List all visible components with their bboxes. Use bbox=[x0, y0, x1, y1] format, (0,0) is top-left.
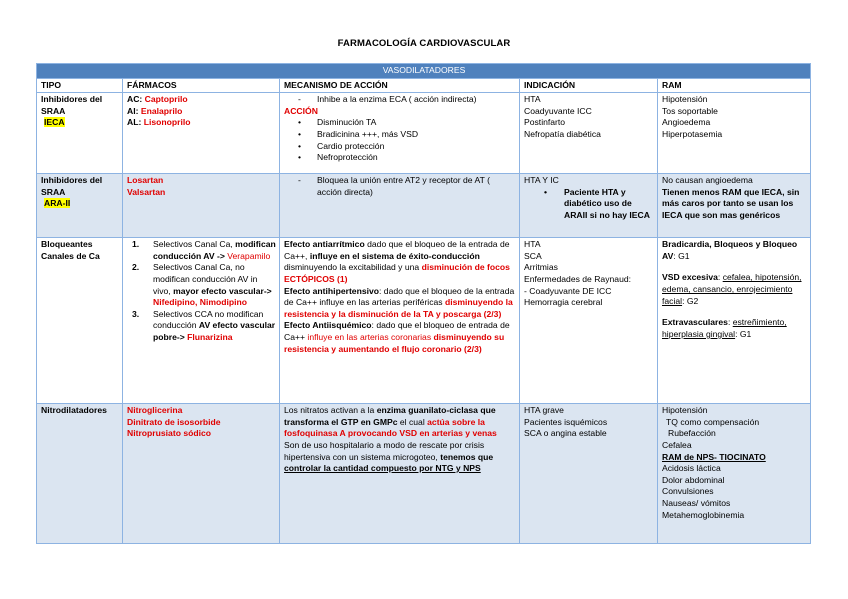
indication-item: Nefropatía diabética bbox=[524, 128, 601, 139]
indication-item: - Coadyuvante DE ICC bbox=[524, 285, 612, 296]
ram-item: Acidosis láctica bbox=[662, 463, 721, 474]
indicacion-cell bbox=[520, 93, 658, 174]
ram-paragraph bbox=[662, 239, 807, 262]
drug-item bbox=[127, 106, 276, 118]
mechanism-red: actúa sobre la fosfoquinasa A provocando VSD en arterias y venas bbox=[284, 416, 497, 439]
mechanism-underlined: controlar la cantidad compuesto por NTG y NPS bbox=[284, 463, 481, 474]
mecanismo-cell bbox=[280, 93, 520, 174]
vasodilatadores-table bbox=[36, 63, 811, 544]
ram-item: Convulsiones bbox=[662, 486, 714, 497]
drug-group-text: Selectivos CCA no modifican conducción bbox=[153, 308, 264, 331]
farmacos-cell bbox=[123, 174, 280, 238]
ram-underlined: cefalea, hipotensión, edema, cansancio, enrojecimiento facial bbox=[662, 272, 802, 306]
mechanism-bold: tenemos que bbox=[440, 451, 494, 462]
drug-name: Valsartan bbox=[127, 186, 166, 197]
indication-item: Enfermedades de Raynaud: bbox=[524, 273, 632, 284]
ram-item: TQ como compensación bbox=[666, 416, 760, 427]
indication-item: HTA bbox=[524, 94, 541, 105]
drug-group-number: 1. bbox=[132, 239, 140, 250]
ram-paragraph: Extravasculares: estreñimiento, hiperplasia gingival: G1 bbox=[662, 317, 787, 339]
tipo-tag-ara: ARA-II bbox=[44, 198, 71, 209]
drug-group-bold: modifican conducción AV -> bbox=[153, 239, 276, 261]
drug-name: Nitroglicerina bbox=[127, 405, 183, 416]
row-nitrodilatadores bbox=[37, 404, 811, 544]
ram-item: No causan angioedema bbox=[662, 175, 753, 186]
ram-item: Cefalea bbox=[662, 439, 692, 450]
ram-item: Hipotensión bbox=[662, 405, 708, 416]
ram-item: Dolor abdominal bbox=[662, 474, 725, 485]
ram-grade: : G1 bbox=[673, 250, 690, 261]
drug-group-item bbox=[127, 239, 276, 262]
ram-item: Nauseas/ vómitos bbox=[662, 497, 731, 508]
header-indicacion: INDICACIÓN bbox=[520, 78, 658, 93]
row-ara-ii bbox=[37, 174, 811, 238]
ram-item: Rubefacción bbox=[668, 428, 716, 439]
effect-text: dado que el bloqueo de la entrada de Ca++, bbox=[284, 239, 510, 261]
mechanism-item: - Inhibe a la enzima ECA ( acción indirecta) bbox=[284, 94, 516, 106]
mechanism-bold: enzima guanilato-ciclasa que transforma el GTP en GMPc bbox=[284, 405, 496, 427]
tipo-line: Inhibidores del bbox=[41, 94, 103, 105]
drug-item bbox=[127, 94, 276, 106]
ram-item: Hiperpotasemia bbox=[662, 128, 723, 139]
tipo-line: Inhibidores del bbox=[41, 175, 103, 186]
mecanismo-cell bbox=[280, 404, 520, 544]
drug-group-item bbox=[127, 262, 276, 308]
drug-group-item bbox=[127, 309, 276, 344]
mechanism-paragraph bbox=[284, 286, 516, 321]
ram-cell bbox=[658, 174, 811, 238]
indication-item: Arritmias bbox=[524, 262, 558, 273]
indication-item: Hemorragia cerebral bbox=[524, 297, 603, 308]
row-bloqueantes-ca bbox=[37, 238, 811, 404]
effect-red: disminución de focos ECTÓPICOS (1) bbox=[284, 262, 510, 284]
effect-text: disminuyendo la excitabilidad y una bbox=[284, 262, 422, 273]
farmacos-cell bbox=[123, 93, 280, 174]
ram-grade: : G2 bbox=[682, 295, 699, 306]
ram-item: Hipotensión bbox=[662, 94, 708, 105]
ram-label: Extravasculares bbox=[662, 317, 728, 328]
indication-item: HTA grave bbox=[524, 405, 564, 416]
drug-group-number: 2. bbox=[132, 262, 140, 273]
tipo-cell: Nitrodilatadores bbox=[37, 404, 123, 544]
effect-label: Efecto Antiisquémico bbox=[284, 320, 372, 331]
header-farmacos: FÁRMACOS bbox=[123, 78, 280, 93]
drug-group-bold: AV efecto vascular pobre-> bbox=[153, 320, 276, 342]
mecanismo-cell bbox=[280, 238, 520, 404]
drug-group-text: Selectivos Canal Ca, no modifican conducción AV in vivo, bbox=[153, 262, 258, 296]
indicacion-cell bbox=[520, 404, 658, 544]
drug-name: Flunarizina bbox=[187, 331, 233, 342]
effect-bold: influye en el sistema de éxito-conducción bbox=[309, 250, 480, 261]
effect-red: disminuyendo su resistencia y aumentando el flujo coronario (2/3) bbox=[284, 331, 505, 354]
ram-item: Angioedema bbox=[662, 117, 711, 128]
banner-row bbox=[37, 64, 811, 79]
ram-cell bbox=[658, 404, 811, 544]
indication-item: HTA Y IC bbox=[524, 175, 559, 186]
effect-red: disminuyendo la resistencia y la disminución de la TA y poscarga (2/3) bbox=[284, 297, 513, 319]
indication-item: Coadyuvante ICC bbox=[524, 105, 592, 116]
mechanism-subhead: ACCIÓN bbox=[284, 105, 318, 116]
mecanismo-cell bbox=[280, 174, 520, 238]
drug-group-text: Selectivos Canal Ca, bbox=[153, 239, 236, 250]
indicacion-cell bbox=[520, 174, 658, 238]
indication-item: HTA bbox=[524, 239, 541, 250]
drug-name: Captoprilo bbox=[144, 94, 188, 105]
indication-item: SCA o angina estable bbox=[524, 428, 607, 439]
drug-name: Losartan bbox=[127, 175, 164, 186]
mechanism-bullet: • Disminución TA bbox=[284, 117, 516, 129]
ram-subhead: RAM de NPS- TIOCINATO bbox=[662, 451, 766, 462]
indicacion-cell bbox=[520, 238, 658, 404]
tipo-line: SRAA bbox=[41, 186, 66, 197]
effect-red: influye en las arterias coronarias bbox=[307, 331, 432, 342]
ram-item: Tos soportable bbox=[662, 105, 718, 116]
row-ieca bbox=[37, 93, 811, 174]
drug-prefix: AI: bbox=[127, 105, 141, 116]
farmacos-cell bbox=[123, 238, 280, 404]
mechanism-paragraph bbox=[284, 405, 516, 440]
indication-item: Postinfarto bbox=[524, 117, 566, 128]
mechanism-text: Los nitratos activan a la bbox=[284, 405, 377, 416]
mechanism-paragraph bbox=[284, 320, 516, 355]
mechanism-text: el cual bbox=[397, 416, 428, 427]
banner-cell: VASODILATADORES bbox=[37, 64, 811, 79]
indication-item: Pacientes isquémicos bbox=[524, 416, 608, 427]
drug-name: Verapamilo bbox=[227, 250, 271, 261]
drug-name: Enalaprilo bbox=[140, 105, 183, 116]
farmacos-cell bbox=[123, 404, 280, 544]
ram-cell bbox=[658, 93, 811, 174]
ram-underlined: estreñimiento, hiperplasia gingival bbox=[662, 317, 787, 339]
drug-name: Nifedipino, Nimodipino bbox=[153, 297, 248, 308]
ram-cell bbox=[658, 238, 811, 404]
ram-label: VSD excesiva bbox=[662, 272, 718, 283]
ram-grade: : G1 bbox=[735, 328, 752, 339]
drug-item bbox=[127, 117, 276, 129]
header-row bbox=[37, 78, 811, 93]
drug-prefix: AC: bbox=[127, 94, 145, 105]
header-ram: RAM bbox=[658, 78, 811, 93]
drug-name: Dinitrato de isosorbide bbox=[127, 416, 221, 427]
effect-text: : dado que el bloqueo de entrada de Ca++ bbox=[284, 320, 510, 342]
mechanism-paragraph bbox=[284, 239, 516, 285]
ram-paragraph: VSD excesiva: cefalea, hipotensión, edema, cansancio, enrojecimiento facial: G2 bbox=[662, 272, 802, 306]
mechanism-text: Son de uso hospitalario a modo de rescate por crisis hipertensiva con un sistema microgoteo, bbox=[284, 439, 485, 462]
tipo-cell bbox=[37, 174, 123, 238]
mechanism-paragraph bbox=[284, 440, 516, 475]
indication-item: SCA bbox=[524, 250, 542, 261]
ram-item: Tienen menos RAM que IECA, sin más caros por tanto se usan los IECA que son mas genéricos bbox=[662, 186, 800, 220]
tipo-line: SRAA bbox=[41, 105, 66, 116]
effect-label: Efecto antiarrítmico bbox=[284, 239, 365, 250]
mechanism-item: - Bloquea la unión entre AT2 y receptor de AT ( acción directa) bbox=[284, 175, 516, 198]
page-title: FARMACOLOGÍA CARDIOVASCULAR bbox=[337, 38, 511, 49]
drug-group-number: 3. bbox=[132, 308, 140, 319]
tipo-tag-ieca: IECA bbox=[44, 117, 65, 128]
mechanism-bullet: • Nefroprotección bbox=[284, 152, 516, 164]
effect-text: : dado que el bloqueo de la entrada de Ca++ influye en las arterias periféricas bbox=[284, 285, 515, 308]
drug-name: Lisonoprilo bbox=[143, 117, 191, 128]
effect-label: Efecto antihipertensivo bbox=[284, 285, 380, 296]
header-mecanismo: MECANISMO DE ACCIÓN bbox=[280, 78, 520, 93]
ram-label: Bradicardia, Bloqueos y Bloqueo AV bbox=[662, 239, 798, 261]
tipo-cell bbox=[37, 93, 123, 174]
tipo-cell: Bloqueantes Canales de Ca bbox=[37, 238, 123, 404]
drug-name: Nitroprusiato sódico bbox=[127, 428, 212, 439]
header-tipo: TIPO bbox=[37, 78, 123, 93]
mechanism-bullet: • Bradicinina +++, más VSD bbox=[284, 129, 516, 141]
drug-group-bold: mayor efecto vascular-> bbox=[173, 285, 272, 296]
ram-item: Metahemoglobinemia bbox=[662, 509, 745, 520]
indication-bullet: • Paciente HTA y diabético uso de ARAII si no hay IECA bbox=[524, 187, 654, 222]
mechanism-bullet: • Cardio protección bbox=[284, 141, 516, 153]
drug-prefix: AL: bbox=[127, 117, 144, 128]
